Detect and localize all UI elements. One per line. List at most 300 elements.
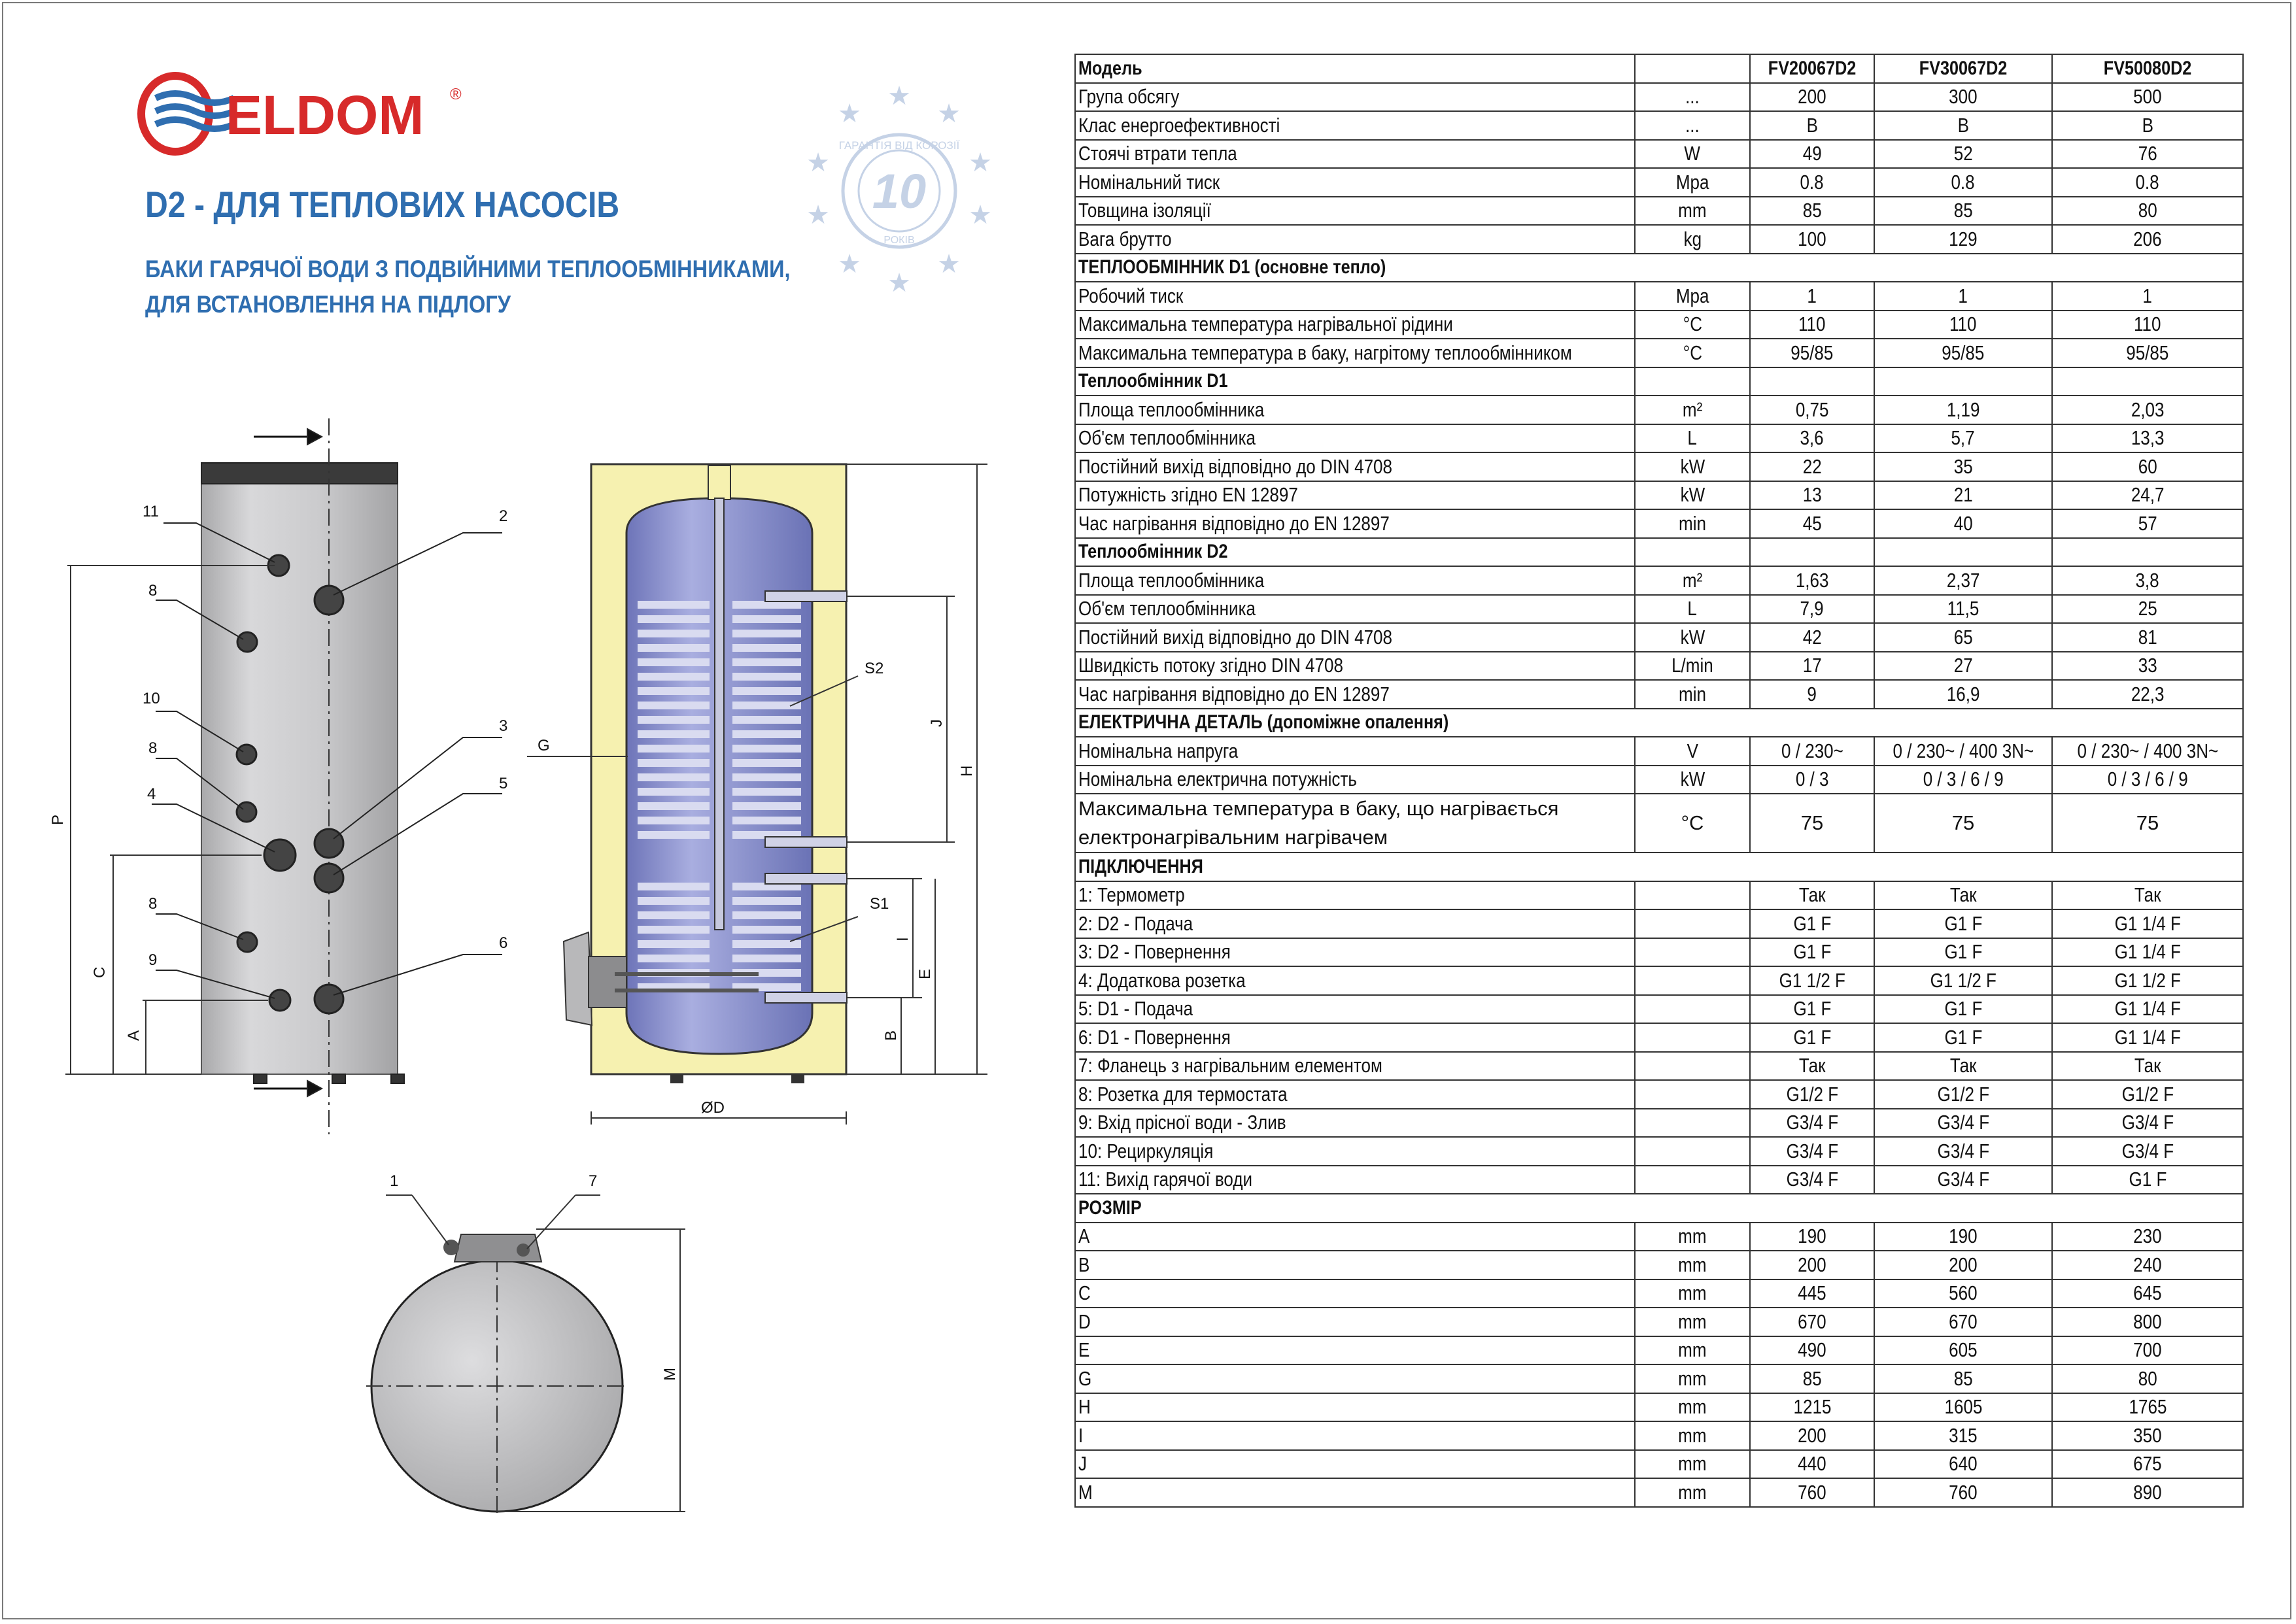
spec-cell-text: min [1679,682,1706,705]
spec-cell-text: 110 [2134,313,2161,336]
spec-cell-text: Постійний вихід відповідно до DIN 4708 [1078,454,1393,478]
spec-cell-text: 1,19 [1946,398,1980,421]
spec-cell-label [1075,1421,1635,1450]
spec-cell-value [1750,168,1874,197]
spec-cell-label [1075,282,1635,311]
spec-cell-text: ТЕПЛООБМІННИК D1 (основне тепло) [1078,256,1386,279]
warranty-number: 10 [872,164,927,218]
spec-cell-text: Так [1798,1054,1826,1077]
spec-cell-text: 200 [1798,1423,1826,1447]
spec-cell-value [1750,481,1874,510]
spec-cell-text: mm [1678,1253,1707,1276]
spec-cell-text: mm [1678,1480,1707,1504]
spec-cell-label [1075,995,1635,1024]
spec-cell-value [1874,1421,2052,1450]
dim-G: G [538,737,550,754]
spec-cell-text: 560 [1949,1281,1978,1305]
spec-cell-text: Номінальна напруга [1078,739,1239,762]
dim-M: M [661,1368,679,1381]
spec-cell-unit [1635,424,1750,453]
spec-cell-text: Швидкість потоку згідно DIN 4708 [1078,654,1343,677]
spec-cell-text: 190 [1798,1225,1826,1248]
spec-row [1075,566,2243,595]
spec-cell-value [1750,652,1874,681]
spec-cell-value [2052,595,2243,624]
spec-cell-text: Площа теплообмінника [1078,398,1265,421]
spec-row [1075,509,2243,538]
spec-row [1075,995,2243,1024]
spec-cell-value [1750,1023,1874,1052]
spec-cell-unit [1635,282,1750,311]
spec-cell-value [1874,538,2052,567]
spec-cell-unit [1635,1421,1750,1450]
spec-cell-value [1750,1080,1874,1109]
top-view [366,1172,685,1517]
spec-cell-unit [1635,623,1750,652]
spec-cell-text: 13 [1802,483,1822,507]
spec-cell-text: 206 [2133,227,2162,250]
spec-cell-value [2052,995,2243,1024]
spec-cell-text: G1 F [1944,940,1982,964]
spec-cell-value [2052,1421,2243,1450]
spec-cell-value [2052,680,2243,709]
eldom-logo [141,76,462,152]
callout-6: 6 [499,934,508,952]
spec-cell-value [2052,1251,2243,1279]
spec-cell-value [1874,1166,2052,1194]
spec-cell-text: G1 F [1944,911,1982,935]
spec-cell-text: 95/85 [1791,341,1834,364]
spec-cell-value [1874,1450,2052,1479]
dim-B: B [882,1030,900,1041]
spec-cell-label [1075,938,1635,967]
spec-cell-text: 85 [1802,1366,1822,1390]
spec-row [1075,168,2243,197]
spec-cell-text: G1/2 F [2121,1082,2174,1106]
spec-cell-text: W [1684,142,1701,165]
spec-cell-text: Так [1949,883,1977,907]
spec-cell-unit [1635,566,1750,595]
spec-cell-unit [1635,737,1750,766]
callout-8b: 8 [148,739,158,757]
spec-row [1075,1279,2243,1308]
callout-8c: 8 [148,895,158,913]
spec-row [1075,1166,2243,1194]
spec-cell-text: 315 [1949,1423,1978,1447]
spec-cell-value [2052,452,2243,481]
spec-cell-value [2052,1308,2243,1336]
spec-row [1075,538,2243,567]
spec-cell-text: Стоячі втрати тепла [1078,142,1237,165]
spec-cell-label [1075,709,2243,737]
spec-cell-text: 190 [1949,1225,1978,1248]
spec-cell-text: 75 [1951,811,1975,834]
spec-cell-text: 75 [2136,811,2159,834]
dim-H: H [958,765,976,777]
spec-row [1075,452,2243,481]
spec-cell-text: L [1687,597,1698,620]
spec-cell-value [1874,396,2052,424]
spec-cell-label [1075,1308,1635,1336]
spec-cell-text: 10: Рециркуляція [1078,1139,1214,1162]
spec-cell-text: 0,75 [1795,398,1829,421]
spec-row [1075,1080,2243,1109]
spec-cell-label [1075,595,1635,624]
spec-cell-value [2052,1364,2243,1393]
spec-cell-text: °C [1683,341,1702,364]
spec-cell-text: mm [1678,1310,1707,1333]
spec-cell-text: kW [1680,768,1705,791]
spec-cell-text: 1215 [1793,1395,1831,1419]
spec-cell-value [1750,1364,1874,1393]
spec-cell-label [1075,168,1635,197]
spec-cell-text: 0 / 3 / 6 / 9 [2107,768,2188,791]
spec-cell-value [1750,623,1874,652]
spec-cell-text: G1 1/4 F [2114,911,2181,935]
spec-cell-text: 0.8 [2135,170,2160,194]
dim-J: J [928,719,946,727]
spec-row [1075,652,2243,681]
spec-cell-text: mm [1678,1338,1707,1362]
spec-cell-text: 2: D2 - Подача [1078,911,1193,935]
spec-cell-unit [1635,1166,1750,1194]
spec-row [1075,1223,2243,1251]
svg-text:★: ★ [937,99,961,128]
spec-row [1075,83,2243,112]
spec-cell-text: mm [1678,1452,1707,1476]
svg-text:★: ★ [838,99,861,128]
spec-cell-text: 490 [1798,1338,1826,1362]
top-callout-1: 1 [390,1172,399,1190]
spec-cell-value [1874,1080,2052,1109]
spec-cell-text: Час нагрівання відповідно до EN 12897 [1078,682,1390,705]
spec-cell-value [1874,1052,2052,1081]
spec-cell-text: FV30067D2 [1919,57,2008,79]
spec-cell-text: 800 [2133,1310,2162,1333]
spec-cell-text: Теплообмінник D2 [1078,541,1228,563]
spec-row [1075,111,2243,140]
spec-cell-text: Теплообмінник D1 [1078,370,1228,392]
spec-cell-text: Номінальний тиск [1078,170,1220,194]
spec-cell-value [1750,1308,1874,1336]
spec-cell-label [1075,140,1635,169]
spec-cell-text: G3/4 F [1786,1111,1838,1134]
spec-cell-label [1075,794,1635,853]
spec-cell-value [1750,1251,1874,1279]
spec-cell-unit [1635,54,1750,83]
spec-cell-value [2052,623,2243,652]
spec-cell-value [2052,481,2243,510]
spec-cell-text: 445 [1798,1281,1826,1305]
spec-cell-text: 95/85 [1942,341,1985,364]
spec-cell-text: 500 [2133,85,2162,109]
spec-cell-text: 22 [1802,454,1822,478]
spec-cell-unit [1635,311,1750,339]
spec-cell-label [1075,1393,1635,1422]
spec-cell-value [1750,1421,1874,1450]
spec-cell-text: Номінальна електрична потужність [1078,768,1357,791]
spec-cell-value [2052,1450,2243,1479]
spec-cell-label [1075,909,1635,938]
spec-cell-value [1874,54,2052,83]
spec-cell-label [1075,881,1635,910]
spec-cell-unit [1635,1308,1750,1336]
spec-row [1075,282,2243,311]
spec-cell-text: 675 [2133,1452,2162,1476]
spec-cell-label [1075,1194,2243,1223]
spec-cell-text: 27 [1953,654,1973,677]
spec-row [1075,966,2243,995]
spec-cell-text: G1 1/4 F [2114,1025,2181,1049]
spec-cell-value [2052,54,2243,83]
spec-cell-value [2052,1336,2243,1365]
spec-cell-text: ... [1685,113,1700,137]
spec-cell-text: 7,9 [1800,597,1825,620]
spec-cell-value [2052,168,2243,197]
spec-cell-text: G1/2 F [1786,1082,1838,1106]
spec-cell-value [2052,766,2243,794]
spec-cell-value [1750,452,1874,481]
spec-row [1075,1421,2243,1450]
spec-cell-text: H [1078,1395,1091,1419]
spec-cell-value [1874,1251,2052,1279]
spec-cell-value [1750,424,1874,453]
spec-cell-unit [1635,1478,1750,1507]
dim-E: E [916,968,934,979]
warranty-bottom-text: РОКІВ [883,235,915,246]
spec-cell-text: G1 F [1793,1025,1831,1049]
spec-cell-text: m² [1682,568,1703,592]
spec-cell-value [2052,1052,2243,1081]
spec-cell-value [1750,1336,1874,1365]
callout-9: 9 [148,951,158,969]
page-title: D2 - ДЛЯ ТЕПЛОВИХ НАСОСІВ [145,184,620,225]
spec-cell-text: G3/4 F [2121,1139,2174,1162]
spec-cell-unit [1635,1137,1750,1166]
spec-cell-text: B [1078,1253,1090,1276]
spec-cell-value [1750,881,1874,910]
spec-cell-unit [1635,1279,1750,1308]
spec-cell-text: 1 [2142,284,2153,307]
spec-cell-value [2052,1023,2243,1052]
spec-cell-text: m² [1682,398,1703,421]
spec-cell-value [2052,737,2243,766]
spec-cell-value [1750,766,1874,794]
spec-cell-value [1874,282,2052,311]
spec-cell-text: 21 [1953,483,1973,507]
spec-cell-text: 200 [1798,1253,1826,1276]
spec-cell-text: 760 [1798,1480,1826,1504]
svg-text:★: ★ [968,148,992,177]
spec-row [1075,881,2243,910]
subtitle-line-2: ДЛЯ ВСТАНОВЛЕННЯ НА ПІДЛОГУ [145,291,511,318]
spec-cell-text: Модель [1078,57,1142,79]
spec-cell-label [1075,1080,1635,1109]
spec-cell-label [1075,254,2243,282]
spec-cell-text: 6: D1 - Повернення [1078,1025,1231,1049]
spec-cell-text: 81 [2138,625,2157,649]
spec-cell-text: 80 [2138,1366,2157,1390]
callout-5: 5 [499,775,508,792]
spec-cell-value [2052,566,2243,595]
spec-cell-text: G3/4 F [1937,1168,1989,1191]
spec-cell-text: G1 F [1944,1025,1982,1049]
spec-row [1075,311,2243,339]
spec-cell-unit [1635,995,1750,1024]
spec-cell-value [1750,1393,1874,1422]
spec-cell-text: Група обсягу [1078,85,1180,109]
spec-cell-unit [1635,938,1750,967]
spec-cell-value [1750,1166,1874,1194]
svg-text:★: ★ [806,148,830,177]
brand-name: ELDOM [226,84,424,146]
spec-cell-label [1075,1109,1635,1138]
svg-text:★: ★ [937,250,961,279]
spec-cell-value [1750,595,1874,624]
spec-cell-unit [1635,652,1750,681]
spec-cell-unit [1635,1052,1750,1081]
spec-cell-label [1075,1223,1635,1251]
spec-cell-text: 440 [1798,1452,1826,1476]
spec-cell-text: G3/4 F [2121,1111,2174,1134]
spec-cell-value [2052,794,2243,853]
spec-cell-text: Постійний вихід відповідно до DIN 4708 [1078,625,1393,649]
spec-cell-text: 110 [1798,313,1826,336]
spec-cell-value [2052,197,2243,226]
spec-cell-label [1075,1137,1635,1166]
spec-cell-value [1750,1223,1874,1251]
spec-cell-unit [1635,367,1750,396]
spec-cell-text: 3,6 [1800,426,1825,450]
spec-cell-label [1075,311,1635,339]
spec-cell-value [2052,938,2243,967]
spec-cell-value [1750,794,1874,853]
spec-cell-value [1874,1478,2052,1507]
spec-cell-text: G1 1/2 F [2114,968,2181,992]
spec-row [1075,1109,2243,1138]
spec-cell-value [1750,197,1874,226]
spec-cell-text: Об'єм теплообмінника [1078,426,1256,450]
spec-cell-value [1750,938,1874,967]
spec-cell-text: 700 [2133,1338,2162,1362]
spec-cell-text: 3: D2 - Повернення [1078,940,1231,964]
spec-cell-text: 60 [2138,454,2157,478]
spec-cell-text: Робочий тиск [1078,284,1184,307]
spec-cell-text: 11,5 [1947,597,1979,620]
spec-table [1074,54,2244,1508]
spec-row [1075,737,2243,766]
spec-cell-value [2052,396,2243,424]
spec-cell-label [1075,396,1635,424]
spec-cell-text: ЕЛЕКТРИЧНА ДЕТАЛЬ (допоміжне опалення) [1078,711,1449,734]
callout-2: 2 [499,507,508,525]
spec-row [1075,225,2243,254]
spec-cell-text: G1 F [1793,940,1831,964]
spec-cell-text: Час нагрівання відповідно до EN 12897 [1078,511,1390,535]
spec-cell-text: ПІДКЛЮЧЕННЯ [1078,855,1203,877]
spec-cell-value [2052,339,2243,367]
spec-cell-text: G3/4 F [1937,1139,1989,1162]
spec-cell-text: 9 [1807,682,1817,705]
spec-cell-value [2052,1137,2243,1166]
spec-cell-value [1874,1279,2052,1308]
spec-cell-text: Потужність згідно EN 12897 [1078,483,1298,507]
spec-cell-text: 57 [2138,511,2157,535]
spec-cell-text: FV50080D2 [2103,57,2192,79]
spec-row [1075,1336,2243,1365]
spec-cell-text: 350 [2133,1423,2162,1447]
spec-cell-value [2052,311,2243,339]
spec-cell-text: 4: Додаткова розетка [1078,968,1246,992]
spec-cell-text: G1 1/4 F [2114,997,2181,1021]
spec-cell-value [1750,311,1874,339]
spec-row [1075,1393,2243,1422]
spec-cell-value [1750,367,1874,396]
spec-cell-text: 0.8 [1951,170,1976,194]
spec-row [1075,140,2243,169]
dim-D: ØD [701,1099,725,1117]
spec-cell-unit [1635,1251,1750,1279]
spec-cell-value [2052,909,2243,938]
spec-cell-label [1075,1023,1635,1052]
spec-cell-value [2052,111,2243,140]
spec-cell-value [2052,282,2243,311]
spec-row [1075,623,2243,652]
spec-cell-text: 13,3 [2131,426,2165,450]
spec-cell-value [1874,111,2052,140]
spec-cell-text: 1765 [2129,1395,2167,1419]
spec-row [1075,1137,2243,1166]
spec-cell-value [1750,1137,1874,1166]
spec-row [1075,766,2243,794]
spec-cell-text: kg [1683,227,1702,250]
spec-cell-text: Так [1949,1054,1977,1077]
spec-cell-value [2052,367,2243,396]
spec-cell-label [1075,225,1635,254]
spec-cell-label [1075,367,1635,396]
spec-cell-text: 0 / 230~ / 400 3N~ [2077,739,2218,762]
spec-cell-text: G1 1/2 F [1779,968,1845,992]
spec-cell-text: FV20067D2 [1768,57,1857,79]
spec-cell-value [2052,1478,2243,1507]
spec-cell-unit [1635,966,1750,995]
spec-cell-text: 5,7 [1951,426,1976,450]
spec-cell-text: Максимальна температура в баку, що нагрівається електронагрівальним нагрівачем [1078,797,1559,849]
spec-cell-value [1874,140,2052,169]
spec-cell-text: 22,3 [2131,682,2165,705]
warranty-badge [806,82,992,297]
spec-row [1075,1194,2243,1223]
spec-cell-value [1874,909,2052,938]
spec-cell-value [1874,881,2052,910]
spec-cell-value [2052,1223,2243,1251]
spec-cell-text: M [1078,1480,1093,1504]
spec-cell-label [1075,54,1635,83]
spec-cell-value [1750,282,1874,311]
spec-cell-value [1750,538,1874,567]
spec-cell-value [2052,83,2243,112]
spec-row [1075,481,2243,510]
spec-cell-value [1750,509,1874,538]
spec-cell-unit [1635,1223,1750,1251]
spec-cell-text: G3/4 F [1937,1111,1989,1134]
spec-cell-unit [1635,168,1750,197]
spec-row [1075,853,2243,881]
spec-cell-unit [1635,481,1750,510]
spec-cell-value [1750,1052,1874,1081]
spec-cell-text: D [1078,1310,1091,1333]
spec-cell-value [1750,140,1874,169]
